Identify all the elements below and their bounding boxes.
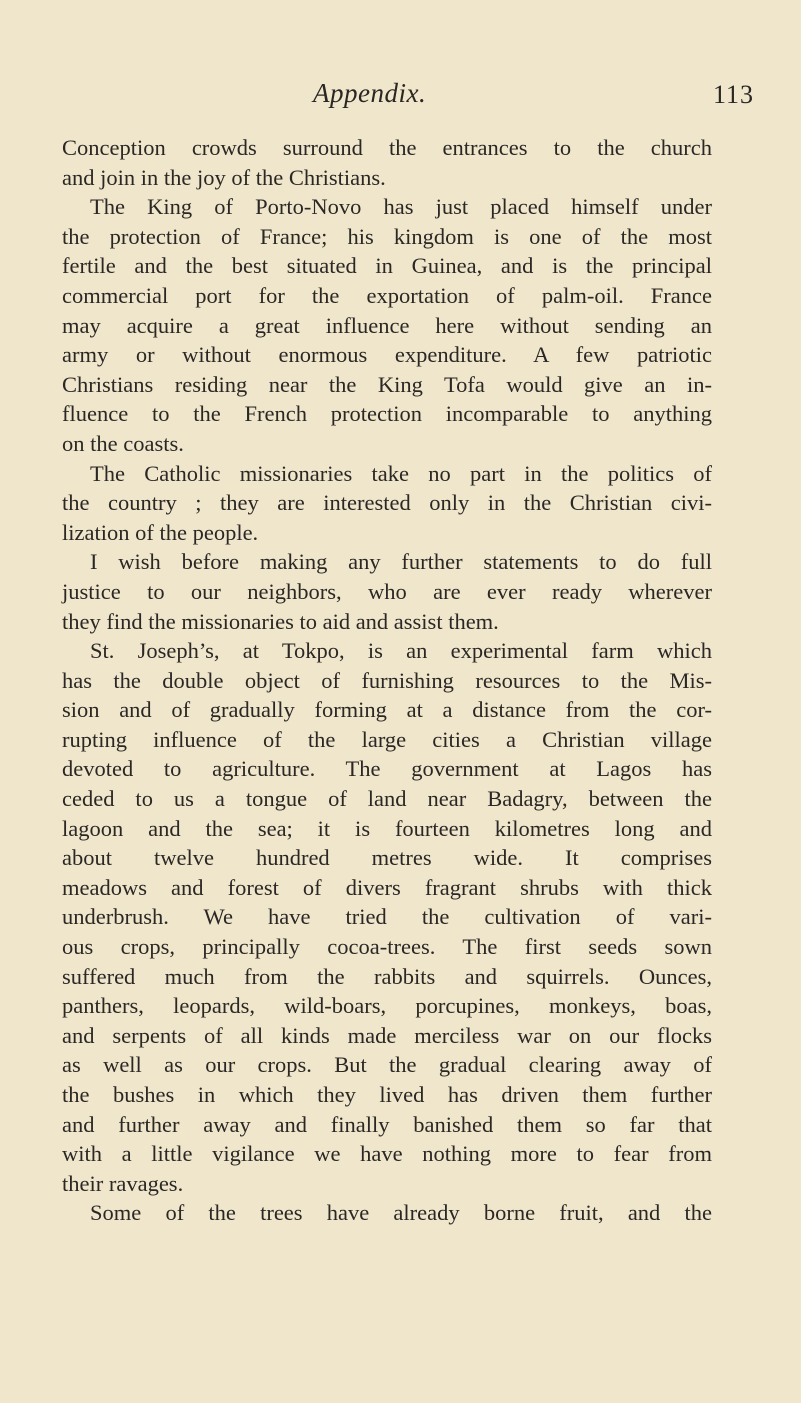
- text-line: on the coasts.: [62, 430, 184, 456]
- text-line: St. Joseph’s, at Tokpo, is an experimental farm which: [90, 638, 712, 664]
- text-line: the country ; they are interested only in the Christian civi-: [62, 490, 712, 516]
- text-line: lagoon and the sea; it is fourteen kilometres long and: [62, 815, 712, 841]
- text-line: their ravages.: [62, 1170, 184, 1196]
- text-line: as well as our crops. But the gradual clearing away of: [62, 1052, 712, 1078]
- text-line: army or without enormous expenditure. A few patriotic: [62, 342, 712, 368]
- running-head: [0, 78, 801, 118]
- text-line: with a little vigilance we have nothing more to fear from: [62, 1141, 712, 1167]
- text-line: The Catholic missionaries take no part in the politics of: [90, 460, 712, 486]
- page-number: 113: [713, 80, 755, 109]
- text-line: ous crops, principally cocoa-trees. The first seeds sown: [62, 934, 712, 960]
- text-line: suffered much from the rabbits and squirrels. Ounces,: [62, 963, 712, 989]
- text-line: the protection of France; his kingdom is one of the most: [62, 223, 712, 249]
- text-line: they find the missionaries to aid and assist them.: [62, 608, 499, 634]
- text-line: has the double object of furnishing resources to the Mis-: [62, 667, 712, 693]
- text-line: sion and of gradually forming at a distance from the cor-: [62, 697, 712, 723]
- text-line: the bushes in which they lived has driven them further: [62, 1082, 712, 1107]
- text-line: justice to our neighbors, who are ever ready wherever: [62, 578, 712, 604]
- text-line: I wish before making any further statements to do full: [90, 549, 712, 575]
- text-line: fluence to the French protection incomparable to anything: [62, 401, 712, 427]
- text-line: about twelve hundred metres wide. It comprises: [62, 845, 712, 871]
- text-line: may acquire a great influence here without sending an: [62, 312, 712, 338]
- text-line: and join in the joy of the Christians.: [62, 164, 386, 190]
- text-line: fertile and the best situated in Guinea, and is the principal: [62, 253, 712, 279]
- text-line: ceded to us a tongue of land near Badagry, between the: [62, 786, 712, 812]
- text-line: and further away and finally banished them so far that: [62, 1111, 712, 1137]
- text-line: and serpents of all kinds made merciless war on our flocks: [62, 1022, 712, 1048]
- text-line: devoted to agriculture. The government at Lagos has: [62, 756, 712, 782]
- running-title: Appendix.: [313, 78, 427, 108]
- body-text: [62, 133, 712, 1228]
- text-line: meadows and forest of divers fragrant shrubs with thick: [62, 874, 712, 900]
- text-line: The King of Porto-Novo has just placed himself under: [90, 194, 712, 220]
- text-line: Some of the trees have already borne fruit, and the: [90, 1200, 712, 1226]
- text-line: underbrush. We have tried the cultivation of vari-: [62, 904, 712, 930]
- text-line: Conception crowds surround the entrances to the church: [62, 135, 712, 160]
- text-line: panthers, leopards, wild-boars, porcupines, monkeys, boas,: [62, 993, 712, 1019]
- text-line: rupting influence of the large cities a Christian village: [62, 726, 712, 752]
- text-line: Christians residing near the King Tofa would give an in-: [62, 371, 712, 397]
- text-line: lization of the people.: [62, 519, 259, 545]
- text-line: commercial port for the exportation of palm-oil. France: [62, 282, 712, 308]
